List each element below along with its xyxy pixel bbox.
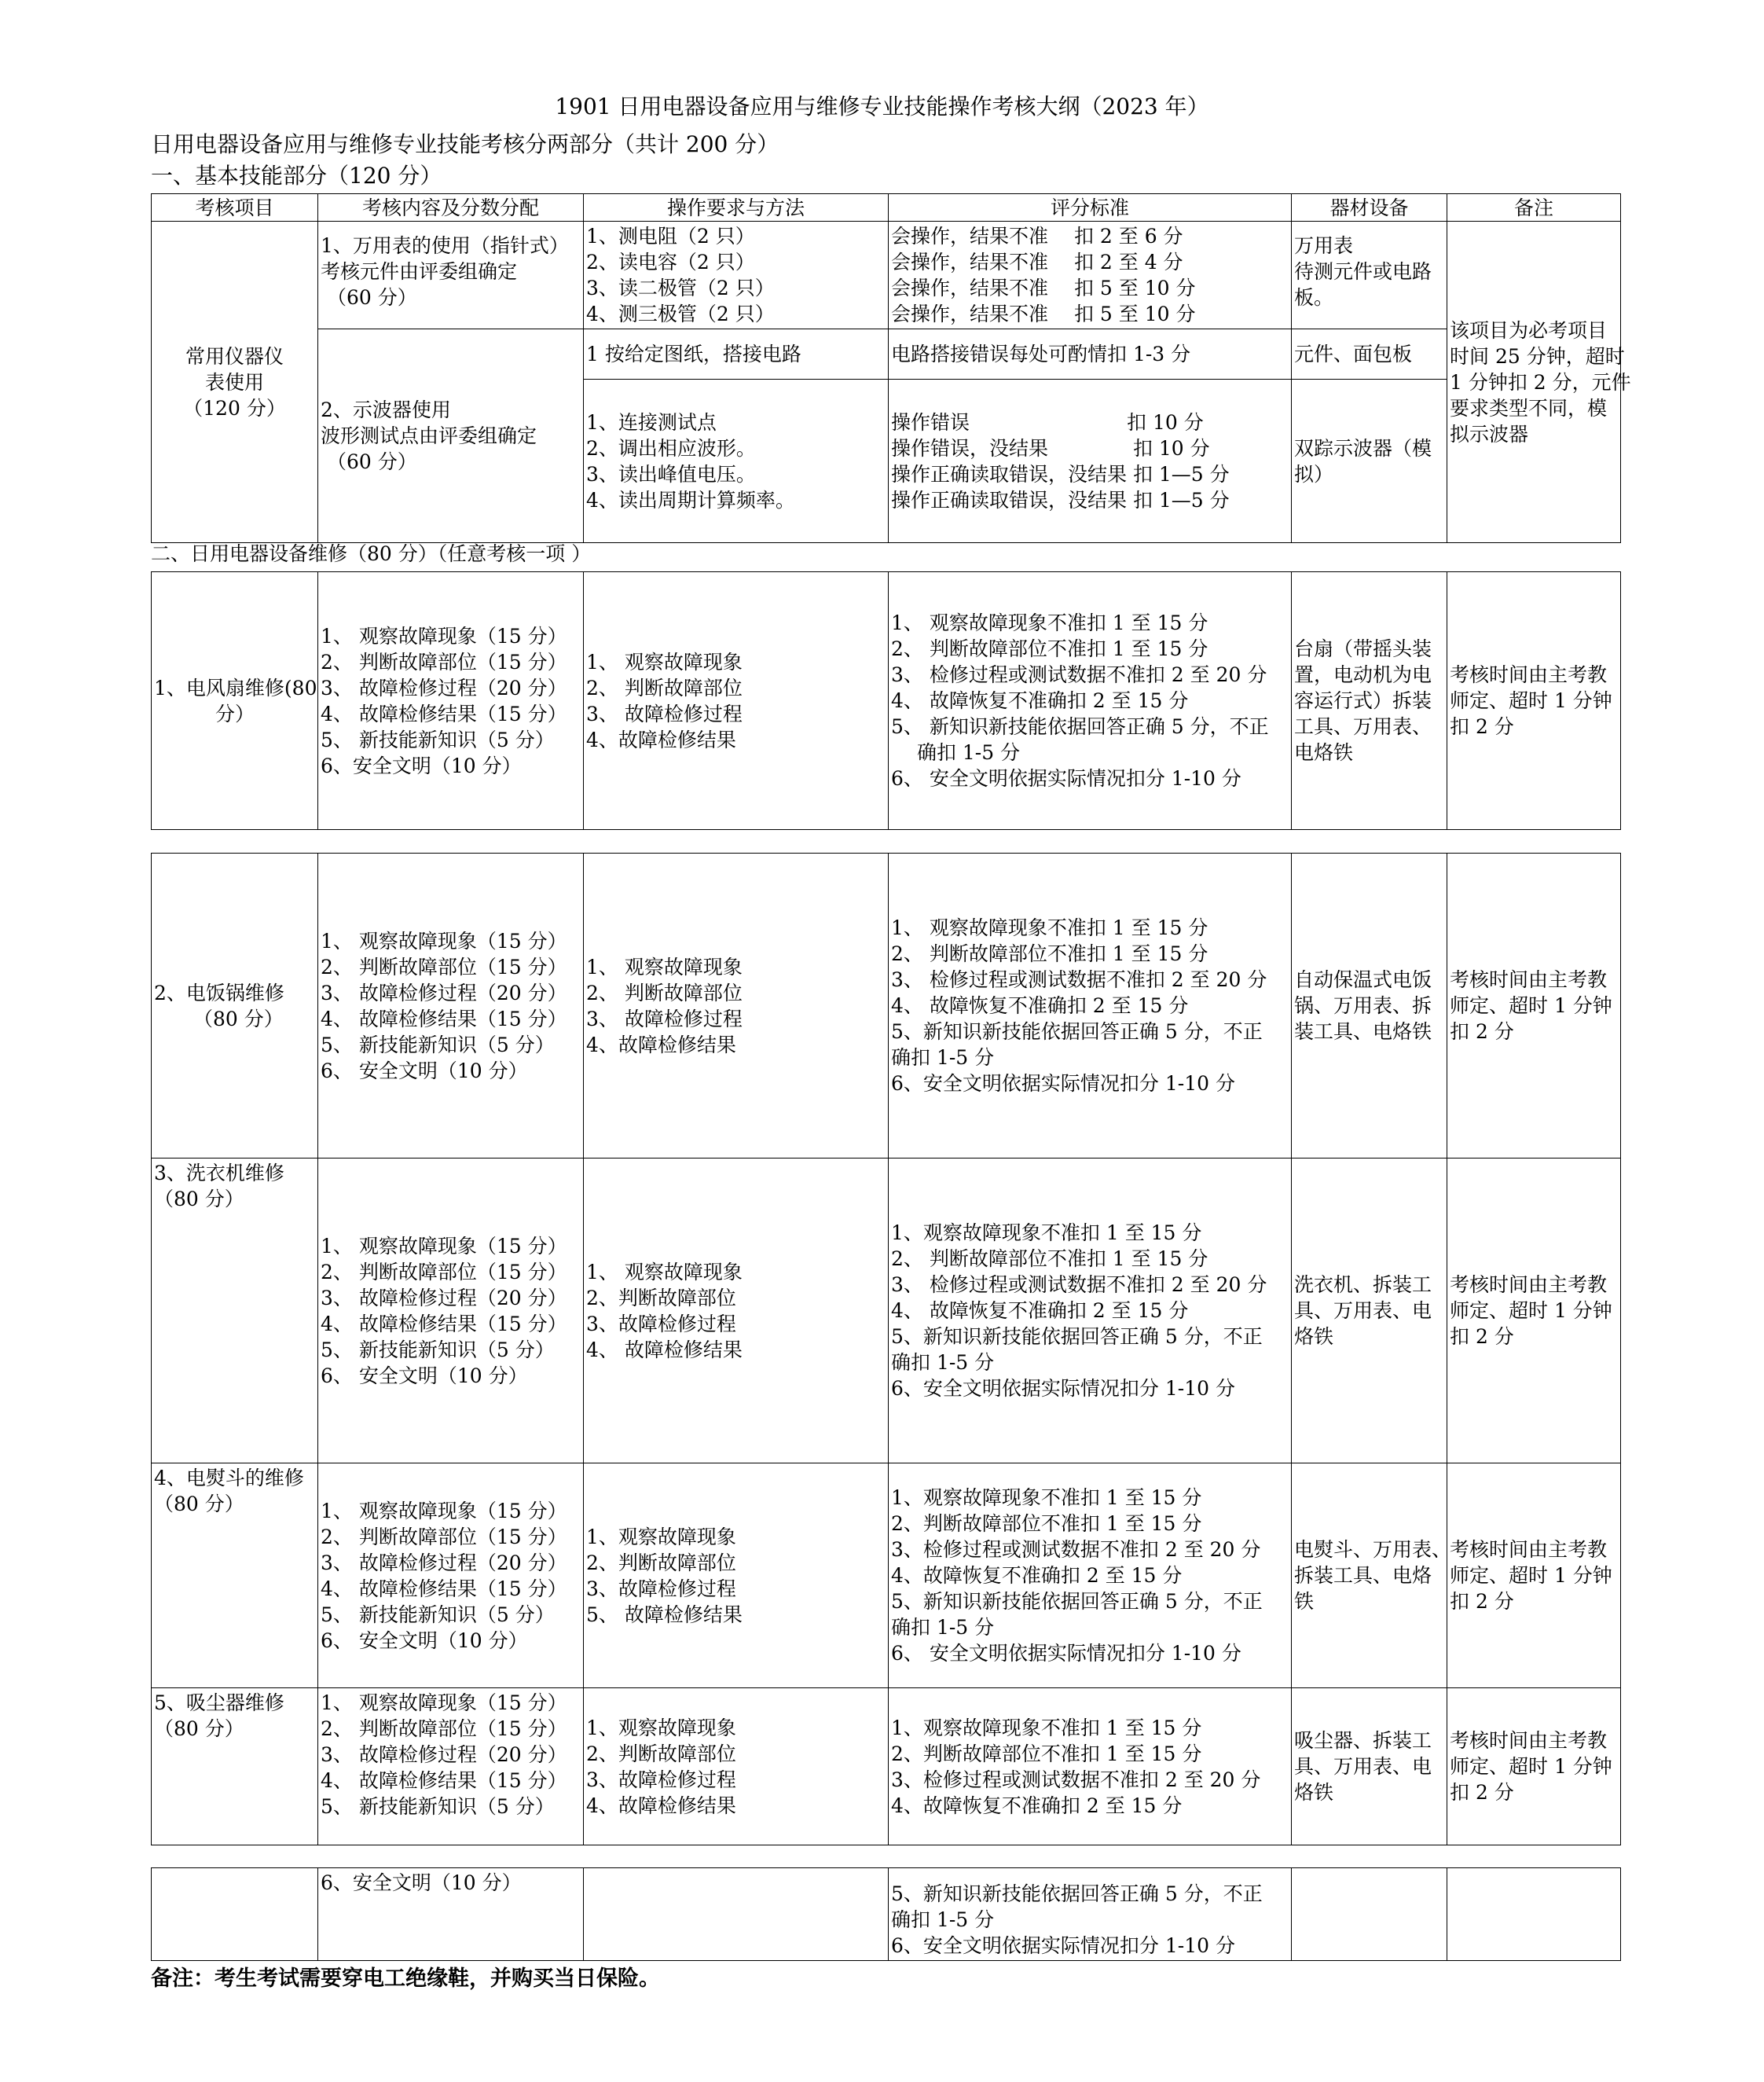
content-text: 3、 故障检修过程（20 分）: [321, 981, 567, 1004]
table-row: [152, 329, 1621, 380]
remark-text: 扣 2 分: [1450, 1325, 1514, 1348]
equipment-text: 具、万用表、电: [1294, 1299, 1432, 1322]
method-text: 3、故障检修过程: [586, 1312, 736, 1335]
content-cell: [318, 1688, 584, 1845]
equipment-text: 装工具、电烙铁: [1294, 1020, 1432, 1043]
criteria-text: 确扣 1-5 分: [891, 741, 1021, 764]
equipment-text: 烙铁: [1294, 1781, 1334, 1804]
item-cell: [152, 1159, 318, 1463]
content-text: 1、 观察故障现象（15 分）: [321, 929, 567, 953]
method-text: 1、观察故障现象: [586, 1525, 736, 1548]
section-heading-repair: 二、日用电器设备维修（80 分）（任意考核一项 ）: [151, 542, 592, 565]
equipment-text: 元件、面包板: [1294, 343, 1413, 365]
criteria-text: 4、 故障恢复不准确扣 2 至 15 分: [891, 689, 1189, 712]
equipment-text: 电熨斗、万用表、: [1294, 1538, 1452, 1561]
method-text: 1、 观察故障现象: [586, 650, 743, 674]
content-text: （60 分）: [327, 286, 417, 309]
criteria-cell: [889, 1463, 1292, 1688]
method-text: 2、调出相应波形。: [586, 436, 756, 460]
remark-cell: [1447, 1159, 1621, 1463]
remark-text: 扣 2 分: [1450, 1781, 1514, 1804]
criteria-text: 5、 新知识新技能依据回答正确 5 分，不正: [891, 715, 1269, 738]
remark-text: 考核时间由主考教: [1450, 663, 1608, 686]
method-text: 2、判断故障部位: [586, 1286, 736, 1309]
column-header-equipment: 器材设备: [1292, 194, 1447, 222]
criteria-text: 确扣 1-5 分: [891, 1908, 995, 1931]
remark-text: 师定、超时 1 分钟: [1450, 994, 1612, 1017]
equipment-text: 洗衣机、拆装工: [1294, 1273, 1432, 1296]
method-text: 2、 判断故障部位: [586, 676, 743, 700]
content-text: 5、 新技能新知识（5 分）: [321, 728, 555, 751]
content-text: 1、 观察故障现象（15 分）: [321, 1691, 567, 1714]
criteria-text: 确扣 1-5 分: [891, 1351, 995, 1374]
method-cell: [584, 329, 889, 380]
item-text: （80 分）: [154, 1188, 244, 1210]
remark-cell: [1447, 572, 1621, 830]
content-text: 2、示波器使用: [321, 398, 451, 421]
method-text: 4、测三极管（2 只）: [586, 303, 775, 325]
item-cell: [152, 1688, 318, 1845]
method-text: 2、读电容（2 只）: [586, 251, 755, 274]
content-text: 6、安全文明（10 分）: [321, 754, 522, 777]
content-cell: [318, 1463, 584, 1688]
column-header-criteria: 评分标准: [889, 194, 1292, 222]
equipment-cell: [1292, 222, 1447, 329]
item-text: 3、洗衣机维修: [154, 1162, 284, 1184]
method-cell: [584, 380, 889, 543]
content-text: 1、 观察故障现象（15 分）: [321, 624, 567, 648]
criteria-text: 3、检修过程或测试数据不准扣 2 至 20 分: [891, 1538, 1261, 1561]
content-text: 6、安全文明（10 分）: [321, 1871, 522, 1894]
criteria-text: 1、 观察故障现象不准扣 1 至 15 分: [891, 611, 1208, 634]
item-text: 表使用: [204, 370, 264, 394]
criteria-cell: [889, 1868, 1292, 1961]
remark-text: 1 分钟扣 2 分，元件: [1450, 370, 1631, 394]
criteria-cell: [889, 380, 1292, 543]
table-row: [152, 1688, 1621, 1845]
criteria-text: 3、 检修过程或测试数据不准扣 2 至 20 分: [891, 663, 1267, 686]
item-text: 5、吸尘器维修: [154, 1691, 284, 1714]
appliance-repair-table: [151, 853, 1621, 1845]
remark-text: 要求类型不同，模: [1450, 396, 1608, 420]
content-text: 5、 新技能新知识（5 分）: [321, 1603, 555, 1626]
item-cell: [152, 222, 318, 543]
remark-text: 时间 25 分钟，超时: [1450, 344, 1625, 368]
equipment-text: 烙铁: [1294, 1325, 1334, 1348]
criteria-text: 5、新知识新技能依据回答正确 5 分，不正: [891, 1020, 1263, 1043]
method-text: 4、读出周期计算频率。: [586, 488, 795, 512]
content-text: 2、 判断故障部位（15 分）: [321, 650, 567, 674]
remark-text: 考核时间由主考教: [1450, 1273, 1608, 1296]
content-text: 6、 安全文明（10 分）: [321, 1059, 528, 1082]
method-text: 5、 故障检修结果: [586, 1603, 743, 1626]
equipment-text: 吸尘器、拆装工: [1294, 1729, 1432, 1752]
remark-text: 师定、超时 1 分钟: [1450, 1299, 1612, 1322]
criteria-text: 操作错误，没结果 扣 10 分: [891, 436, 1210, 460]
criteria-cell: [889, 222, 1292, 329]
item-text: （80 分）: [154, 1493, 244, 1515]
method-text: 1、 观察故障现象: [586, 955, 743, 979]
remark-cell: [1447, 222, 1631, 543]
content-text: 5、 新技能新知识（5 分）: [321, 1338, 555, 1361]
criteria-text: 会操作，结果不准 扣 5 至 10 分: [891, 303, 1196, 325]
content-text: 1、万用表的使用（指针式）: [321, 234, 569, 257]
equipment-cell: [1292, 1688, 1447, 1845]
item-cell: [152, 1463, 318, 1688]
criteria-text: 操作正确读取错误，没结果 扣 1—5 分: [891, 488, 1230, 512]
column-header-item: 考核项目: [152, 194, 318, 222]
method-text: 3、故障检修过程: [586, 1577, 736, 1600]
criteria-cell: [889, 329, 1292, 380]
content-cell: [318, 222, 584, 329]
equipment-text: 台扇（带摇头装: [1294, 637, 1432, 660]
content-text: 考核元件由评委组确定: [321, 260, 518, 283]
remark-text: 该项目为必考项目: [1450, 318, 1608, 342]
method-text: 4、故障检修结果: [586, 1033, 736, 1056]
method-cell: [584, 1159, 889, 1463]
content-text: 1、 观察故障现象（15 分）: [321, 1234, 567, 1258]
equipment-cell: [1292, 380, 1447, 543]
criteria-text: 2、判断故障部位不准扣 1 至 15 分: [891, 1742, 1202, 1765]
criteria-text: 会操作，结果不准 扣 2 至 6 分: [891, 225, 1183, 248]
remark-text: 扣 2 分: [1450, 1020, 1514, 1043]
criteria-cell: [889, 1159, 1292, 1463]
section-heading-basic-skills: 一、基本技能部分（120 分）: [151, 163, 442, 189]
method-cell: [584, 854, 889, 1159]
criteria-text: 操作错误 扣 10 分: [891, 410, 1204, 434]
table-row: [152, 572, 1621, 830]
content-text: 2、 判断故障部位（15 分）: [321, 1717, 567, 1740]
remark-text: 师定、超时 1 分钟: [1450, 1564, 1612, 1587]
content-text: 4、 故障检修结果（15 分）: [321, 702, 567, 725]
equipment-text: 电烙铁: [1294, 741, 1354, 764]
table-header-row: [152, 194, 1621, 222]
content-text: 3、 故障检修过程（20 分）: [321, 1286, 567, 1309]
equipment-cell: [1292, 572, 1447, 830]
criteria-text: 操作正确读取错误，没结果 扣 1—5 分: [891, 462, 1230, 486]
criteria-text: 4、 故障恢复不准确扣 2 至 15 分: [891, 994, 1189, 1017]
criteria-text: 2、 判断故障部位不准扣 1 至 15 分: [891, 637, 1208, 660]
method-cell: [584, 222, 889, 329]
content-cell: [318, 854, 584, 1159]
column-header-content: 考核内容及分数分配: [318, 194, 584, 222]
equipment-text: 置，电动机为电: [1294, 663, 1432, 686]
item-text: （80 分）: [193, 1007, 284, 1030]
criteria-text: 6、安全文明依据实际情况扣分 1-10 分: [891, 1934, 1235, 1957]
method-cell: [584, 1688, 889, 1845]
equipment-text: 双踪示波器（模: [1294, 436, 1432, 460]
equipment-text: 自动保温式电饭: [1294, 968, 1432, 991]
equipment-text: 工具、万用表、: [1294, 715, 1432, 738]
item-text: 4、电熨斗的维修: [154, 1467, 304, 1489]
content-text: 6、 安全文明（10 分）: [321, 1364, 528, 1387]
content-text: 3、 故障检修过程（20 分）: [321, 1551, 567, 1574]
criteria-text: 确扣 1-5 分: [891, 1616, 995, 1639]
criteria-text: 6、安全文明依据实际情况扣分 1-10 分: [891, 1377, 1235, 1400]
equipment-cell: [1292, 329, 1447, 380]
criteria-text: 3、检修过程或测试数据不准扣 2 至 20 分: [891, 1768, 1261, 1791]
content-text: 4、 故障检修结果（15 分）: [321, 1007, 567, 1030]
item-text: 常用仪器仪: [185, 344, 284, 368]
method-text: 3、读出峰值电压。: [586, 462, 756, 486]
criteria-text: 3、 检修过程或测试数据不准扣 2 至 20 分: [891, 1273, 1267, 1296]
basic-skills-table: [151, 193, 1631, 543]
criteria-text: 6、 安全文明依据实际情况扣分 1-10 分: [891, 1642, 1241, 1665]
content-text: 5、 新技能新知识（5 分）: [321, 1795, 555, 1818]
content-text: 4、 故障检修结果（15 分）: [321, 1577, 567, 1600]
criteria-text: 确扣 1-5 分: [891, 1046, 995, 1069]
content-text: 1、 观察故障现象（15 分）: [321, 1499, 567, 1522]
criteria-text: 5、新知识新技能依据回答正确 5 分，不正: [891, 1882, 1263, 1905]
table-row: [152, 1463, 1621, 1688]
content-cell: [318, 329, 584, 543]
equipment-cell: [1292, 1159, 1447, 1463]
remark-text: 扣 2 分: [1450, 1590, 1514, 1613]
equipment-cell: [1292, 854, 1447, 1159]
method-text: 3、故障检修过程: [586, 1768, 736, 1791]
method-text: 1、连接测试点: [586, 410, 717, 434]
criteria-text: 4、故障恢复不准确扣 2 至 15 分: [891, 1794, 1183, 1817]
criteria-text: 6、安全文明依据实际情况扣分 1-10 分: [891, 1072, 1235, 1095]
content-text: 3、 故障检修过程（20 分）: [321, 1743, 567, 1766]
continuation-table: [151, 1867, 1621, 1961]
equipment-text: 待测元件或电路: [1294, 260, 1432, 283]
table-row: [152, 854, 1621, 1159]
column-header-method: 操作要求与方法: [584, 194, 889, 222]
criteria-text: 1、观察故障现象不准扣 1 至 15 分: [891, 1716, 1202, 1739]
criteria-text: 1、观察故障现象不准扣 1 至 15 分: [891, 1486, 1202, 1509]
equipment-text: 铁: [1294, 1590, 1315, 1613]
criteria-text: 1、观察故障现象不准扣 1 至 15 分: [891, 1221, 1202, 1244]
document-subtitle: 日用电器设备应用与维修专业技能考核分两部分（共计 200 分）: [151, 131, 779, 157]
method-cell: [584, 1463, 889, 1688]
document-title: 1901 日用电器设备应用与维修专业技能操作考核大纲（2023 年）: [555, 94, 1209, 119]
remark-text: 考核时间由主考教: [1450, 1729, 1608, 1752]
criteria-text: 3、 检修过程或测试数据不准扣 2 至 20 分: [891, 968, 1267, 991]
content-text: 2、 判断故障部位（15 分）: [321, 955, 567, 979]
item-cell: [152, 1868, 318, 1961]
content-text: 5、 新技能新知识（5 分）: [321, 1033, 555, 1056]
method-text: 1、测电阻（2 只）: [586, 225, 755, 248]
item-cell: [152, 572, 318, 830]
equipment-text: 拟）: [1294, 462, 1334, 486]
criteria-text: 5、新知识新技能依据回答正确 5 分，不正: [891, 1590, 1263, 1613]
table-row: [152, 1159, 1621, 1463]
remark-text: 扣 2 分: [1450, 715, 1514, 738]
table-row: [152, 222, 1621, 329]
footnote: 备注：考生考试需要穿电工绝缘鞋，并购买当日保险。: [151, 1966, 660, 1991]
remark-text: 师定、超时 1 分钟: [1450, 1755, 1612, 1778]
criteria-text: 2、 判断故障部位不准扣 1 至 15 分: [891, 942, 1208, 965]
content-text: 3、 故障检修过程（20 分）: [321, 676, 567, 700]
method-cell: [584, 1868, 889, 1961]
item-text: 分）: [215, 702, 255, 725]
criteria-text: 4、故障恢复不准确扣 2 至 15 分: [891, 1564, 1183, 1587]
content-text: 2、 判断故障部位（15 分）: [321, 1260, 567, 1283]
equipment-cell: [1292, 1868, 1447, 1961]
item-text: （80 分）: [154, 1717, 244, 1740]
equipment-text: 锅、万用表、拆: [1294, 994, 1432, 1017]
item-cell: [152, 854, 318, 1159]
item-text: 1、电风扇维修(80: [154, 676, 317, 700]
remark-text: 考核时间由主考教: [1450, 1538, 1608, 1561]
remark-text: 师定、超时 1 分钟: [1450, 689, 1612, 712]
content-text: （60 分）: [327, 450, 417, 473]
fan-repair-table: [151, 571, 1621, 830]
criteria-text: 电路搭接错误每处可酌情扣 1-3 分: [891, 343, 1191, 365]
criteria-text: 6、 安全文明依据实际情况扣分 1-10 分: [891, 767, 1241, 790]
criteria-text: 2、判断故障部位不准扣 1 至 15 分: [891, 1512, 1202, 1535]
remark-cell: [1447, 1463, 1621, 1688]
criteria-text: 5、新知识新技能依据回答正确 5 分，不正: [891, 1325, 1263, 1348]
method-cell: [584, 572, 889, 830]
content-text: 2、 判断故障部位（15 分）: [321, 1525, 567, 1548]
method-text: 2、判断故障部位: [586, 1551, 736, 1574]
criteria-cell: [889, 854, 1292, 1159]
content-cell: [318, 572, 584, 830]
criteria-cell: [889, 1688, 1292, 1845]
criteria-text: 会操作，结果不准 扣 5 至 10 分: [891, 277, 1196, 299]
table-row: [152, 1868, 1621, 1961]
method-text: 3、 故障检修过程: [586, 1007, 743, 1030]
remark-text: 考核时间由主考教: [1450, 968, 1608, 991]
content-cell: [318, 1159, 584, 1463]
criteria-text: 4、 故障恢复不准确扣 2 至 15 分: [891, 1299, 1189, 1322]
content-text: 4、 故障检修结果（15 分）: [321, 1312, 567, 1335]
criteria-text: 2、 判断故障部位不准扣 1 至 15 分: [891, 1247, 1208, 1270]
item-text: （120 分）: [183, 396, 286, 420]
method-text: 1 按给定图纸，搭接电路: [586, 343, 801, 365]
method-text: 2、 判断故障部位: [586, 981, 743, 1004]
equipment-cell: [1292, 1463, 1452, 1688]
equipment-text: 板。: [1294, 286, 1334, 309]
remark-cell: [1447, 1688, 1621, 1845]
remark-text: 拟示波器: [1450, 422, 1529, 446]
equipment-text: 具、万用表、电: [1294, 1755, 1432, 1778]
equipment-text: 容运行式）拆装: [1294, 689, 1432, 712]
remark-cell: [1447, 854, 1621, 1159]
method-text: 3、读二极管（2 只）: [586, 277, 775, 299]
method-text: 4、故障检修结果: [586, 1794, 736, 1817]
column-header-remark: 备注: [1447, 194, 1621, 222]
method-text: 3、 故障检修过程: [586, 702, 743, 725]
method-text: 2、判断故障部位: [586, 1742, 736, 1765]
criteria-text: 1、 观察故障现象不准扣 1 至 15 分: [891, 916, 1208, 939]
content-text: 6、 安全文明（10 分）: [321, 1629, 528, 1652]
content-text: 4、 故障检修结果（15 分）: [321, 1769, 567, 1792]
criteria-text: 会操作，结果不准 扣 2 至 4 分: [891, 251, 1183, 274]
content-text: 波形测试点由评委组确定: [321, 424, 537, 447]
method-text: 1、观察故障现象: [586, 1716, 736, 1739]
equipment-text: 万用表: [1294, 234, 1354, 257]
method-text: 4、故障检修结果: [586, 728, 736, 751]
method-text: 4、 故障检修结果: [586, 1338, 743, 1361]
equipment-text: 拆装工具、电烙: [1294, 1564, 1432, 1587]
criteria-cell: [889, 572, 1292, 830]
item-text: 2、电饭锅维修: [154, 981, 284, 1004]
content-cell: [318, 1868, 584, 1961]
remark-cell: [1447, 1868, 1621, 1961]
method-text: 1、 观察故障现象: [586, 1260, 743, 1283]
